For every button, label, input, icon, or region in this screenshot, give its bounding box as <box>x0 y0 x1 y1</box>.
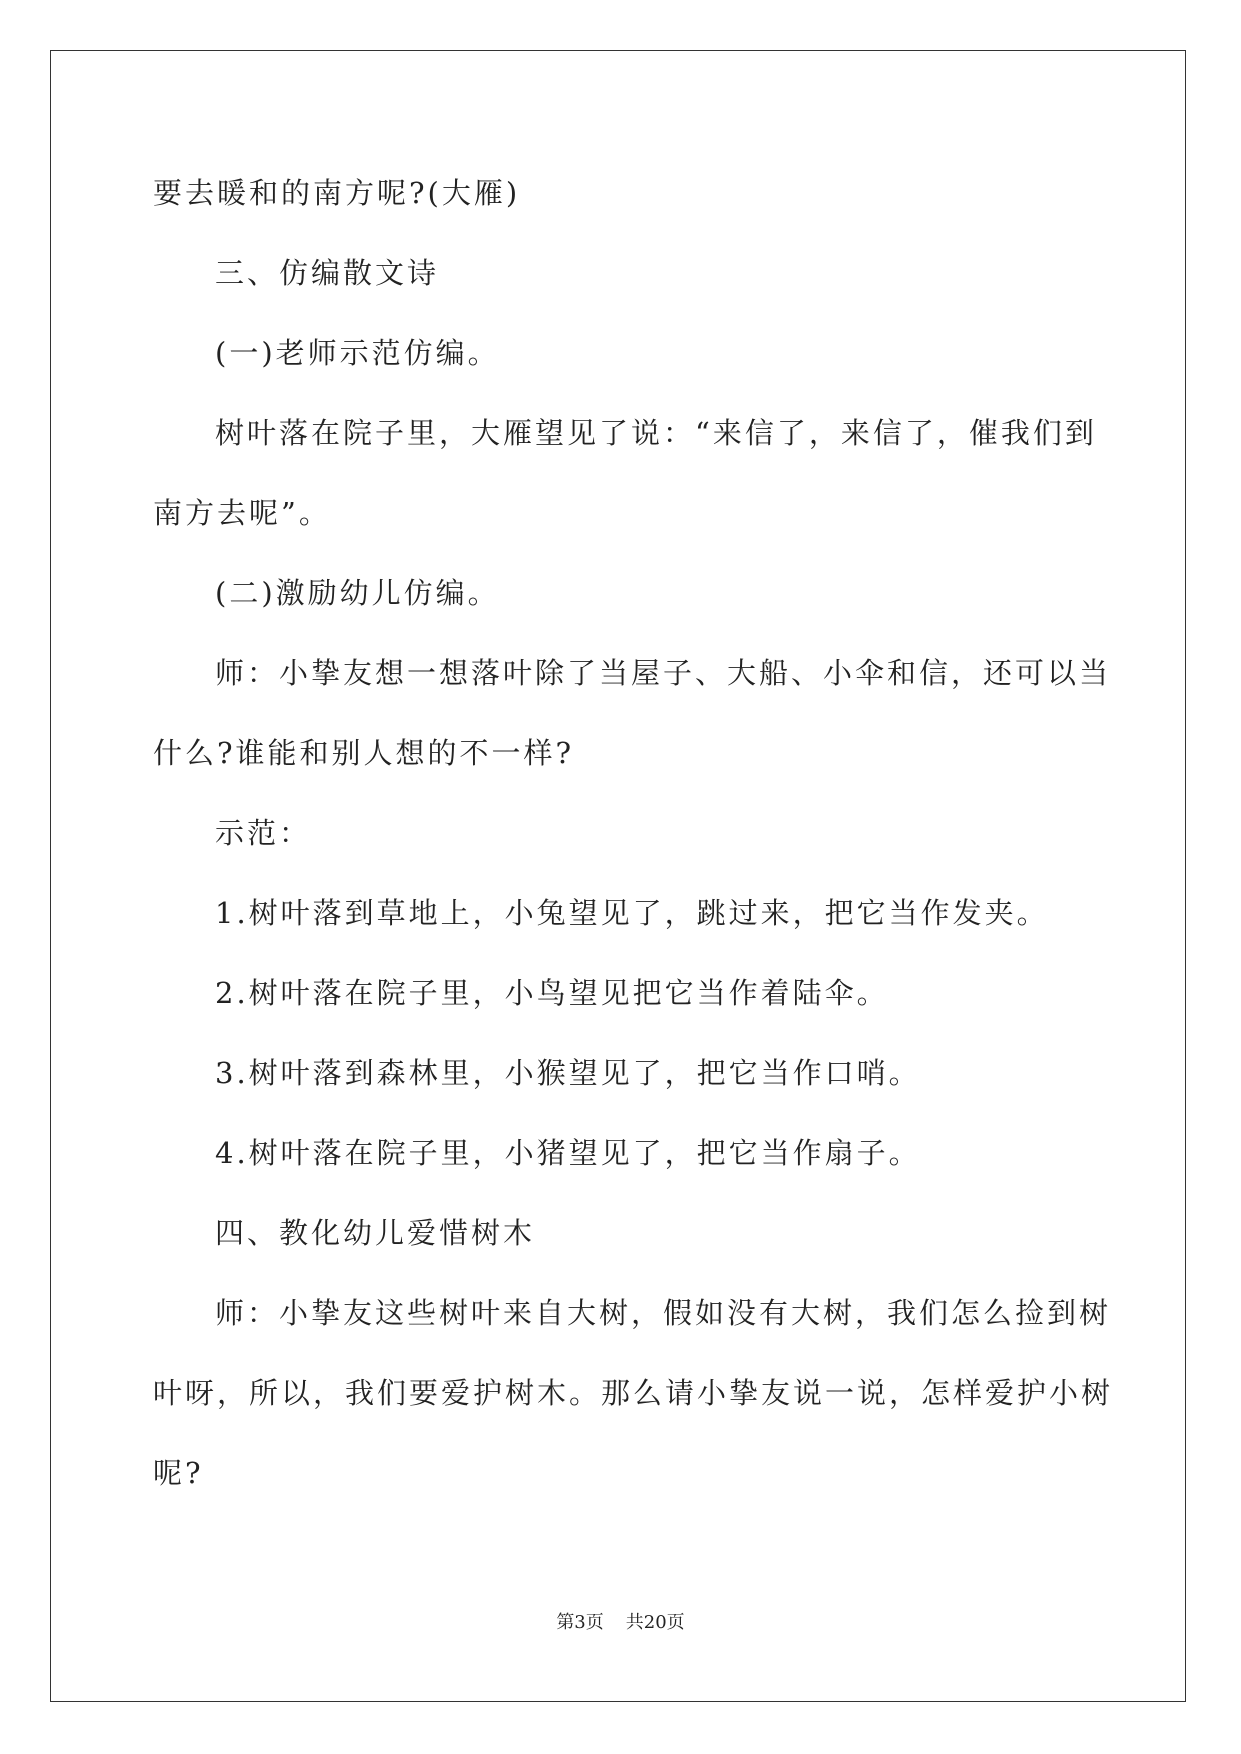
list-item: 2.树叶落在院子里，小鸟望见把它当作着陆伞。 <box>215 976 889 1010</box>
paragraph-line: 南方去呢”。 <box>153 496 331 530</box>
list-item: 4.树叶落在院子里，小猪望见了，把它当作扇子。 <box>215 1136 921 1170</box>
list-item: 1.树叶落到草地上，小兔望见了，跳过来，把它当作发夹。 <box>215 896 1049 930</box>
page-footer <box>0 1611 1241 1635</box>
subsection-heading: (一)老师示范仿编。 <box>215 336 500 370</box>
paragraph-line: 叶呀，所以，我们要爱护树木。那么请小挚友说一说，怎样爱护小树 <box>153 1376 1114 1410</box>
paragraph-line: 树叶落在院子里，大雁望见了说：“来信了，来信了，催我们到 <box>215 416 1097 450</box>
page-number: 第3页 <box>556 1612 604 1633</box>
subsection-heading: (二)激励幼儿仿编。 <box>215 576 500 610</box>
list-item: 3.树叶落到森林里，小猴望见了，把它当作口哨。 <box>215 1056 921 1090</box>
paragraph-line: 要去暖和的南方呢?(大雁) <box>153 176 521 210</box>
paragraph-line: 什么?谁能和别人想的不一样? <box>153 736 575 770</box>
paragraph-line: 师：小挚友这些树叶来自大树，假如没有大树，我们怎么捡到树 <box>215 1296 1112 1330</box>
paragraph-line: 示范： <box>215 816 312 850</box>
page-total: 共20页 <box>625 1612 685 1633</box>
paragraph-line: 呢? <box>153 1456 204 1490</box>
paragraph-line: 师：小挚友想一想落叶除了当屋子、大船、小伞和信，还可以当 <box>215 656 1112 690</box>
section-heading: 三、仿编散文诗 <box>215 256 440 290</box>
section-heading: 四、教化幼儿爱惜树木 <box>215 1216 536 1250</box>
